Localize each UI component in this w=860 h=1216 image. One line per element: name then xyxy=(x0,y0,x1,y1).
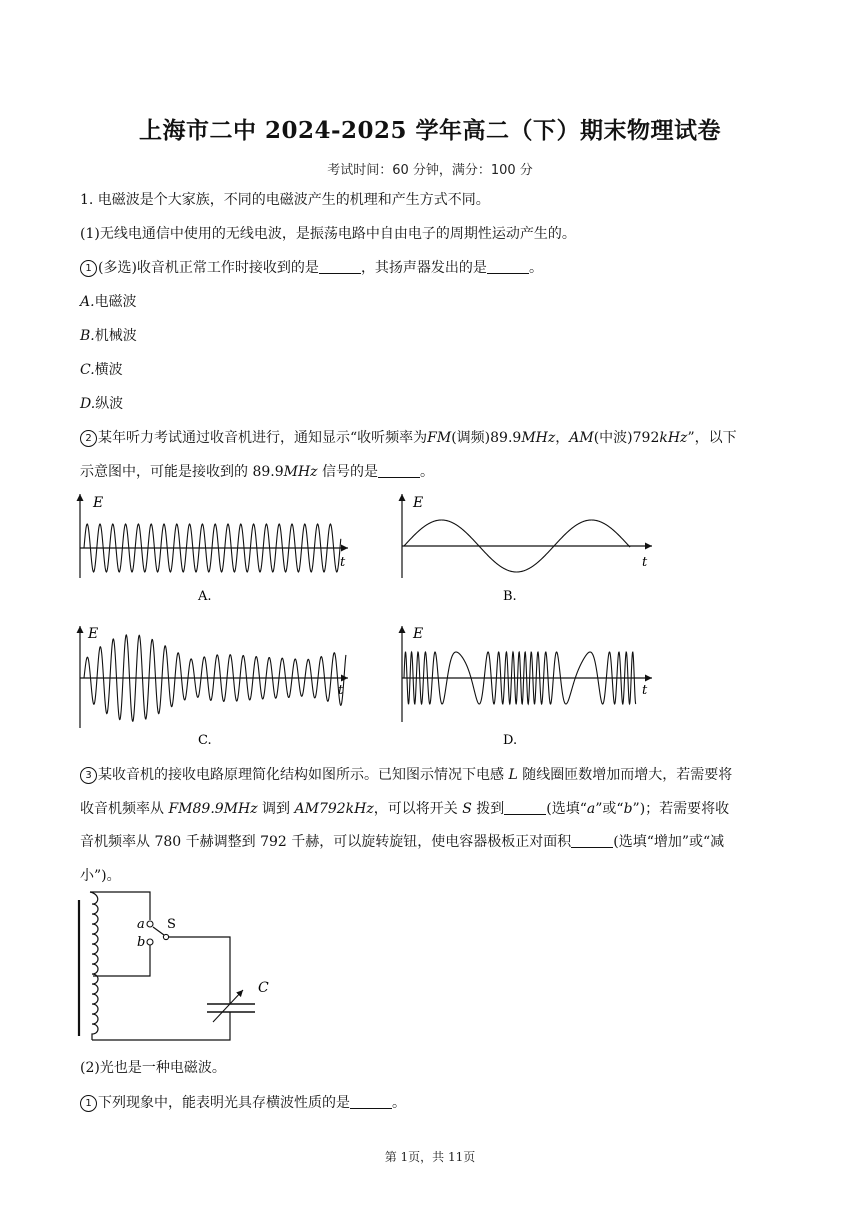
label-c: C xyxy=(258,980,269,996)
graph-caption-a: A. xyxy=(198,589,212,604)
switch-blade xyxy=(153,927,164,935)
circled-number: 2 xyxy=(80,430,97,447)
graph-d xyxy=(402,626,652,748)
page-footer: 第 1页，共 11页 xyxy=(384,1150,476,1164)
answer-blank[interactable] xyxy=(571,833,613,848)
option-a: A.电磁波 xyxy=(80,294,137,310)
axis-label-e: E xyxy=(93,495,104,511)
terminal-a xyxy=(147,921,153,927)
axis-label-t: t xyxy=(642,555,648,570)
graph-caption-c: C. xyxy=(198,733,212,748)
graph-caption-d: D. xyxy=(503,733,518,748)
graph-b xyxy=(402,494,652,604)
axis-label-e: E xyxy=(88,626,99,642)
graph-a xyxy=(80,494,348,604)
terminal-b xyxy=(147,939,153,945)
graph-c xyxy=(80,626,348,748)
axis-label-t: t xyxy=(642,683,648,698)
label-a: a xyxy=(137,917,145,932)
page-title: 上海市二中 2024-2025 学年高二（下）期末物理试卷 xyxy=(138,117,722,144)
axis-label-t: t xyxy=(338,683,344,698)
receiver-circuit-diagram xyxy=(79,892,269,1040)
switch-pivot xyxy=(163,934,168,939)
part-2-intro: (2)光也是一种电磁波。 xyxy=(80,1060,226,1076)
circled-number: 3 xyxy=(80,767,97,784)
option-c: C.横波 xyxy=(80,362,123,378)
answer-blank[interactable] xyxy=(350,1094,392,1109)
label-b: b xyxy=(137,935,146,950)
sub-question-2-line-2: 示意图中，可能是接收到的 89.9MHz 信号的是 。 xyxy=(80,464,434,480)
option-b: B.机械波 xyxy=(80,328,137,344)
part-1-intro: (1)无线电通信中使用的无线电波，是振荡电路中自由电子的周期性运动产生的。 xyxy=(80,226,576,242)
exam-info: 考试时间：60 分钟，满分：100 分 xyxy=(327,163,533,178)
answer-blank[interactable] xyxy=(504,800,546,815)
circled-number: 1 xyxy=(80,1095,97,1112)
option-d: D.纵波 xyxy=(80,396,124,412)
sub-question-3: 3 某收音机的接收电路原理简化结构如图所示。已知图示情况下电感 L 随线圈匝数增加而增大，若需要将 收音机频率从 FM89.9MHz 调到 AM792kHz，可以将开关 S 拨到 (选填“a”或“b”)；若需要将收 音机频率从 780 千赫调整到 792 千赫，可以旋转旋钮，使电容器极板正对面积 (选填“增加”或“减 小”)。 xyxy=(80,767,733,884)
inductor-coil xyxy=(90,892,98,1040)
graph-caption-b: B. xyxy=(503,589,517,604)
axis-label-e: E xyxy=(413,626,424,642)
axis-label-t: t xyxy=(340,555,346,570)
question-1-stem: 1. 电磁波是个大家族，不同的电磁波产生的机理和产生方式不同。 xyxy=(80,192,490,208)
circled-number: 1 xyxy=(80,260,97,277)
sub-question-4: 1 下列现象中，能表明光具存横波性质的是 。 xyxy=(80,1093,406,1113)
label-s: S xyxy=(167,917,176,932)
sub-question-2-line-1: 2 某年听力考试通过收音机进行，通知显示“收听频率为FM(调频)89.9MHz，AM(中波)792kHz”，以下 xyxy=(80,428,737,448)
variable-arrow xyxy=(213,990,243,1022)
sub-question-1: 1 (多选)收音机正常工作时接收到的是 ，其扬声器发出的是 。 xyxy=(80,258,543,278)
axis-label-e: E xyxy=(413,495,424,511)
